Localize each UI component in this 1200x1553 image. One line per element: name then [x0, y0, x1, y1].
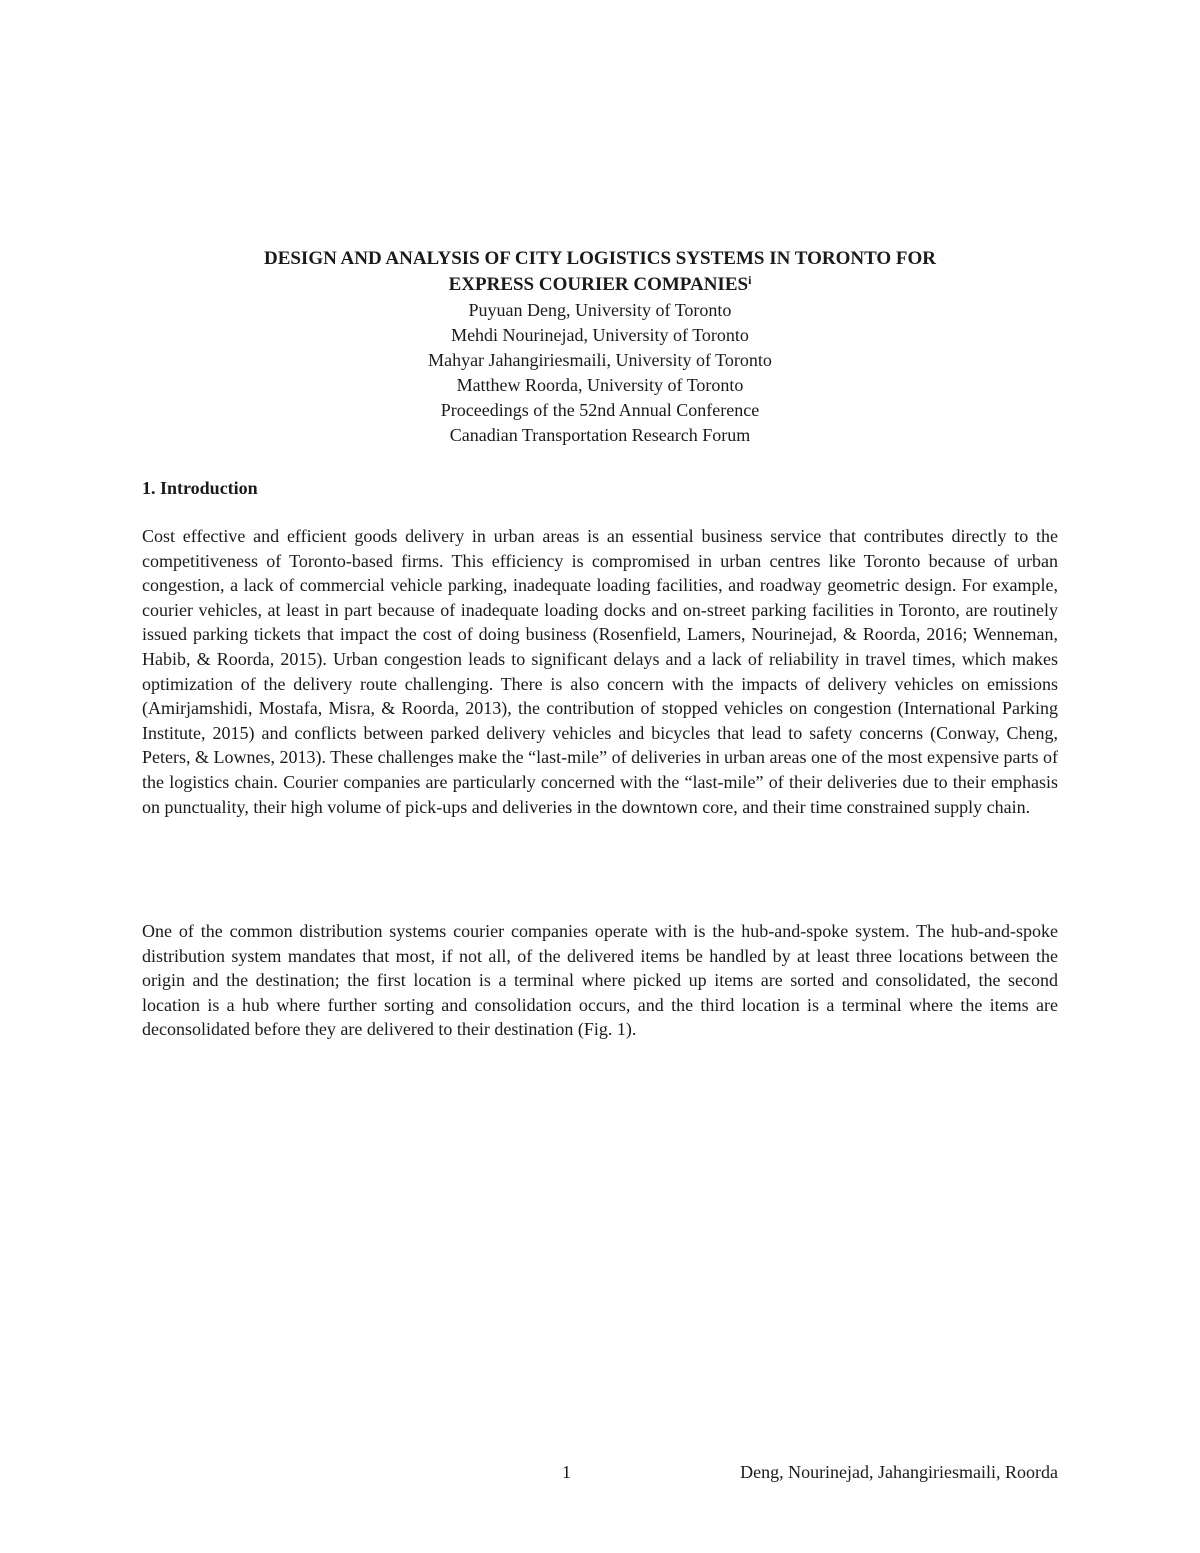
author-line: Puyuan Deng, University of Toronto [468, 300, 732, 320]
running-authors: Deng, Nourinejad, Jahangiriesmaili, Roorda [740, 1462, 1058, 1482]
title-line-2: EXPRESS COURIER COMPANIES [448, 274, 749, 295]
proceedings-line: Proceedings of the 52nd Annual Conference [440, 400, 760, 420]
author-line: Matthew Roorda, University of Toronto [456, 375, 744, 395]
author-line: Mahyar Jahangiriesmaili, University of Toronto [428, 350, 772, 370]
author-line: Mehdi Nourinejad, University of Toronto [451, 325, 749, 345]
forum-line: Canadian Transportation Research Forum [449, 425, 751, 445]
page-number: 1 [562, 1462, 571, 1482]
title-line-1: DESIGN AND ANALYSIS OF CITY LOGISTICS SYSTEMS IN TORONTO FOR [263, 248, 937, 269]
paper-title [140, 246, 1060, 298]
title-footnote-mark: i [748, 273, 752, 287]
section-heading-introduction: 1. Introduction [142, 478, 258, 498]
title-block [140, 246, 1060, 448]
body-paragraph: One of the common distribution systems courier companies operate with is the hub-and-spoke system. The hub-and-spoke distribution system mandates that most, if not all, of the delivered items be handled by at least three locations between the origin and the destination; the first location is a terminal where picked up items are sorted and consolidated, the second location is a hub where further sorting and consolidation occurs, and the third location is a terminal where the items are deconsolidated before they are delivered to their destination (Fig. 1). [142, 921, 1058, 1040]
body-paragraph: Cost effective and efficient goods delivery in urban areas is an essential business service that contributes directly to the competitiveness of Toronto-based firms. This efficiency is compromised in urban centres like Toronto because of urban congestion, a lack of commercial vehicle parking, inadequate loading facilities, and roadway geometric design. For example, courier vehicles, at least in part because of inadequate loading docks and on-street parking facilities in Toronto, are routinely issued parking tickets that impact the cost of doing business (Rosenfield, Lamers, Nourinejad, & Roorda, 2016; Wenneman, Habib, & Roorda, 2015). Urban congestion leads to significant delays and a lack of reliability in travel times, which makes optimization of the delivery route challenging. There is also concern with the impacts of delivery vehicles on emissions (Amirjamshidi, Mostafa, Misra, & Roorda, 2013), the contribution of stopped vehicles on congestion (International Parking Institute, 2015) and conflicts between parked delivery vehicles and bicycles that lead to safety concerns (Conway, Cheng, Peters, & Lownes, 2013). These challenges make the “last-mile” of deliveries in urban areas one of the most expensive parts of the logistics chain. Courier companies are particularly concerned with the “last-mile” of their deliveries due to their emphasis on punctuality, their high volume of pick-ups and deliveries in the downtown core, and their time constrained supply chain. [142, 526, 1058, 817]
